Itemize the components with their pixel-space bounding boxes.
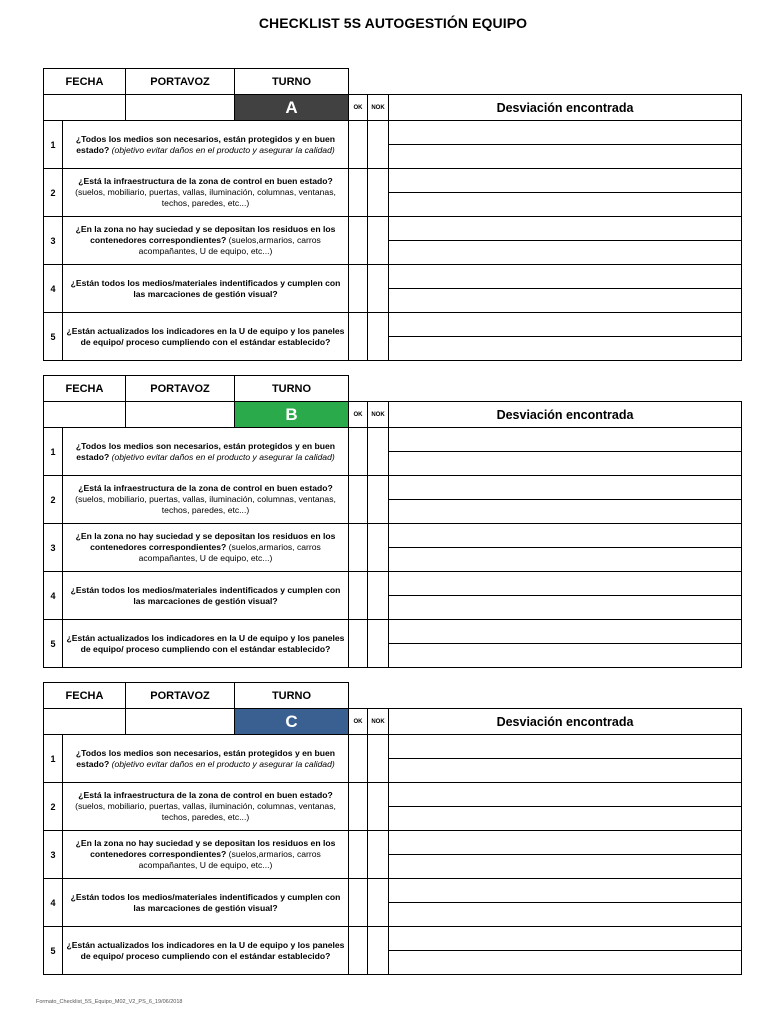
shift-badge: B — [234, 401, 349, 428]
ok-header: OK — [348, 708, 368, 735]
ok-checkbox[interactable] — [348, 734, 368, 783]
checklist-block-a — [43, 68, 742, 363]
fecha-header: FECHA — [43, 375, 126, 402]
deviation-header: Desviación encontrada — [388, 401, 742, 428]
deviation-field-line-2[interactable] — [388, 595, 742, 620]
question-text — [62, 475, 349, 524]
deviation-field-line-2[interactable] — [388, 854, 742, 879]
nok-checkbox[interactable] — [367, 264, 389, 313]
deviation-field-line-1[interactable] — [388, 571, 742, 596]
question-bold-text: ¿Todos los medios son necesarios, están protegidos y en buen estado? — [75, 747, 336, 769]
question-bold-text: ¿Están actualizados los indicadores en la U de equipo y los paneles de equipo/ proceso cumpliendo con el estándar establecido? — [66, 632, 345, 654]
question-number: 2 — [43, 475, 63, 524]
question-number: 4 — [43, 571, 63, 620]
nok-checkbox[interactable] — [367, 168, 389, 217]
portavoz-header: PORTAVOZ — [125, 682, 235, 709]
nok-header: NOK — [367, 401, 389, 428]
question-text — [62, 120, 349, 169]
deviation-field-line-1[interactable] — [388, 782, 742, 807]
deviation-field-line-1[interactable] — [388, 734, 742, 759]
nok-checkbox[interactable] — [367, 216, 389, 265]
turno-header: TURNO — [234, 375, 349, 402]
question-detail-text: (suelos,armarios, carros acompañantes, U de equipo, etc...) — [138, 849, 321, 870]
question-number: 5 — [43, 926, 63, 975]
question-bold-text: ¿Todos los medios son necesarios, están protegidos y en buen estado? — [75, 440, 336, 462]
question-number: 4 — [43, 264, 63, 313]
deviation-field-line-2[interactable] — [388, 451, 742, 476]
question-detail-text: (suelos, mobiliario, puertas, vallas, iluminación, columnas, ventanas, techos, paredes, etc...) — [75, 494, 336, 515]
ok-checkbox[interactable] — [348, 782, 368, 831]
question-number: 1 — [43, 734, 63, 783]
question-bold-text: ¿Están actualizados los indicadores en la U de equipo y los paneles de equipo/ proceso cumpliendo con el estándar establecido? — [66, 939, 345, 961]
question-text — [62, 734, 349, 783]
page-title: CHECKLIST 5S AUTOGESTIÓN EQUIPO — [258, 15, 528, 31]
checklist-block-b — [43, 375, 742, 670]
question-detail-text: (suelos, mobiliario, puertas, vallas, iluminación, columnas, ventanas, techos, paredes, etc...) — [75, 801, 336, 822]
nok-checkbox[interactable] — [367, 427, 389, 476]
deviation-field-line-1[interactable] — [388, 264, 742, 289]
deviation-field-line-1[interactable] — [388, 926, 742, 951]
question-bold-text: ¿Todos los medios son necesarios, están protegidos y en buen estado? — [75, 133, 336, 155]
deviation-field-line-2[interactable] — [388, 336, 742, 361]
question-text — [62, 878, 349, 927]
shift-badge: A — [234, 94, 349, 121]
question-text — [62, 427, 349, 476]
deviation-field-line-1[interactable] — [388, 878, 742, 903]
question-number: 3 — [43, 830, 63, 879]
nok-checkbox[interactable] — [367, 926, 389, 975]
question-number: 3 — [43, 216, 63, 265]
question-number: 4 — [43, 878, 63, 927]
nok-checkbox[interactable] — [367, 312, 389, 361]
question-bold-text: ¿En la zona no hay suciedad y se depositan los residuos en los contenedores correspondientes? — [75, 224, 336, 245]
deviation-header: Desviación encontrada — [388, 94, 742, 121]
question-text — [62, 830, 349, 879]
ok-checkbox[interactable] — [348, 264, 368, 313]
ok-checkbox[interactable] — [348, 120, 368, 169]
nok-checkbox[interactable] — [367, 619, 389, 668]
question-text — [62, 926, 349, 975]
document-footer: Formato_Checklist_5S_Equipo_M02_V2_PS_6_19/06/2018 — [36, 999, 183, 1005]
fecha-header: FECHA — [43, 68, 126, 95]
portavoz-input[interactable] — [125, 708, 235, 735]
question-number: 1 — [43, 427, 63, 476]
nok-header: NOK — [367, 708, 389, 735]
question-text — [62, 264, 349, 313]
ok-checkbox[interactable] — [348, 168, 368, 217]
nok-checkbox[interactable] — [367, 734, 389, 783]
question-detail-text: (suelos,armarios, carros acompañantes, U de equipo, etc...) — [138, 235, 321, 256]
ok-header: OK — [348, 401, 368, 428]
fecha-header: FECHA — [43, 682, 126, 709]
question-note-text: (objetivo evitar daños en el producto y asegurar la calidad) — [111, 758, 335, 769]
turno-header: TURNO — [234, 682, 349, 709]
deviation-field-line-1[interactable] — [388, 523, 742, 548]
question-text — [62, 782, 349, 831]
deviation-field-line-1[interactable] — [388, 120, 742, 145]
question-text — [62, 312, 349, 361]
ok-checkbox[interactable] — [348, 830, 368, 879]
nok-header: NOK — [367, 94, 389, 121]
deviation-field-line-2[interactable] — [388, 547, 742, 572]
nok-checkbox[interactable] — [367, 878, 389, 927]
nok-checkbox[interactable] — [367, 523, 389, 572]
ok-checkbox[interactable] — [348, 216, 368, 265]
ok-header: OK — [348, 94, 368, 121]
nok-checkbox[interactable] — [367, 830, 389, 879]
question-bold-text: ¿Está la infraestructura de la zona de control en buen estado? — [78, 483, 333, 493]
fecha-input[interactable] — [43, 401, 126, 428]
question-number: 5 — [43, 312, 63, 361]
question-number: 2 — [43, 168, 63, 217]
ok-checkbox[interactable] — [348, 427, 368, 476]
question-text — [62, 571, 349, 620]
ok-checkbox[interactable] — [348, 926, 368, 975]
ok-checkbox[interactable] — [348, 475, 368, 524]
ok-checkbox[interactable] — [348, 312, 368, 361]
question-text — [62, 619, 349, 668]
question-detail-text: (suelos, mobiliario, puertas, vallas, iluminación, columnas, ventanas, techos, paredes, etc...) — [75, 187, 336, 208]
deviation-field-line-2[interactable] — [388, 758, 742, 783]
question-bold-text: ¿Están actualizados los indicadores en la U de equipo y los paneles de equipo/ proceso cumpliendo con el estándar establecido? — [66, 325, 345, 347]
question-bold-text: ¿Están todos los medios/materiales indentificados y cumplen con las marcaciones de gestión visual? — [70, 277, 341, 299]
deviation-field-line-1[interactable] — [388, 830, 742, 855]
question-text — [62, 216, 349, 265]
question-bold-text: ¿En la zona no hay suciedad y se depositan los residuos en los contenedores correspondientes? — [75, 838, 336, 859]
ok-checkbox[interactable] — [348, 619, 368, 668]
question-bold-text: ¿Están todos los medios/materiales indentificados y cumplen con las marcaciones de gestión visual? — [70, 891, 341, 913]
deviation-field-line-1[interactable] — [388, 168, 742, 193]
fecha-input[interactable] — [43, 708, 126, 735]
deviation-field-line-1[interactable] — [388, 216, 742, 241]
turno-header: TURNO — [234, 68, 349, 95]
deviation-field-line-2[interactable] — [388, 643, 742, 668]
question-text — [62, 168, 349, 217]
deviation-field-line-2[interactable] — [388, 950, 742, 975]
portavoz-header: PORTAVOZ — [125, 375, 235, 402]
deviation-field-line-1[interactable] — [388, 619, 742, 644]
question-note-text: (objetivo evitar daños en el producto y asegurar la calidad) — [111, 451, 335, 462]
deviation-field-line-1[interactable] — [388, 312, 742, 337]
deviation-field-line-2[interactable] — [388, 499, 742, 524]
question-number: 1 — [43, 120, 63, 169]
deviation-field-line-2[interactable] — [388, 192, 742, 217]
ok-checkbox[interactable] — [348, 523, 368, 572]
question-text — [62, 523, 349, 572]
question-detail-text: (suelos,armarios, carros acompañantes, U de equipo, etc...) — [138, 542, 321, 563]
nok-checkbox[interactable] — [367, 571, 389, 620]
deviation-field-line-2[interactable] — [388, 806, 742, 831]
ok-checkbox[interactable] — [348, 571, 368, 620]
question-number: 5 — [43, 619, 63, 668]
fecha-input[interactable] — [43, 94, 126, 121]
deviation-field-line-2[interactable] — [388, 902, 742, 927]
question-number: 3 — [43, 523, 63, 572]
question-number: 2 — [43, 782, 63, 831]
ok-checkbox[interactable] — [348, 878, 368, 927]
question-bold-text: ¿Están todos los medios/materiales indentificados y cumplen con las marcaciones de gestión visual? — [70, 584, 341, 606]
deviation-field-line-1[interactable] — [388, 475, 742, 500]
deviation-field-line-2[interactable] — [388, 240, 742, 265]
portavoz-input[interactable] — [125, 401, 235, 428]
question-note-text: (objetivo evitar daños en el producto y asegurar la calidad) — [111, 144, 335, 155]
portavoz-header: PORTAVOZ — [125, 68, 235, 95]
deviation-field-line-2[interactable] — [388, 144, 742, 169]
shift-badge: C — [234, 708, 349, 735]
portavoz-input[interactable] — [125, 94, 235, 121]
question-bold-text: ¿Está la infraestructura de la zona de control en buen estado? — [78, 790, 333, 800]
nok-checkbox[interactable] — [367, 782, 389, 831]
question-bold-text: ¿En la zona no hay suciedad y se depositan los residuos en los contenedores correspondientes? — [75, 531, 336, 552]
nok-checkbox[interactable] — [367, 120, 389, 169]
deviation-field-line-2[interactable] — [388, 288, 742, 313]
question-bold-text: ¿Está la infraestructura de la zona de control en buen estado? — [78, 176, 333, 186]
deviation-header: Desviación encontrada — [388, 708, 742, 735]
deviation-field-line-1[interactable] — [388, 427, 742, 452]
checklist-block-c — [43, 682, 742, 977]
nok-checkbox[interactable] — [367, 475, 389, 524]
